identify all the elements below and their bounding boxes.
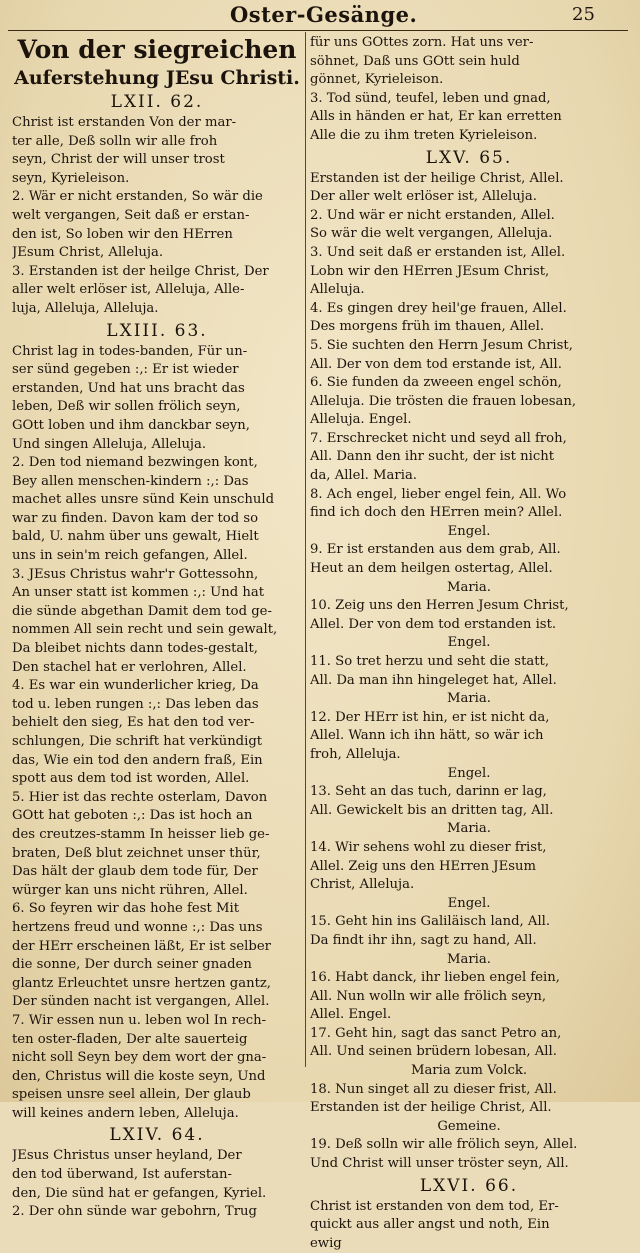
text-line: seyn, Kyrieleison. [12,170,130,186]
page-number: 25 [572,4,595,25]
text-line: den, Die sünd hat er gefangen, Kyriel. [12,1185,267,1201]
text-line: 5. Hier ist das rechte osterlam, Davon [12,789,268,805]
text-line: Alle die zu ihm treten Kyrieleison. [310,127,538,143]
text-line: nicht soll Seyn bey dem wort der gna- [12,1050,267,1066]
text-line: 19. Deß solln wir alle frölich seyn, Allel. [310,1137,578,1153]
text-line: 12. Der HErr ist hin, er ist nicht da, [310,709,550,725]
page-header [0,2,640,30]
text-line: ser sünd gegeben :,: Er ist wieder [12,362,239,378]
text-line: Da findt ihr ihn, sagt zu hand, All. [310,932,537,948]
text-line: da, Allel. Maria. [310,468,417,484]
speaker-label: Gemeine. [437,1118,501,1134]
text-line: die sünde abgethan Damit dem tod ge- [12,603,272,619]
text-line: Alleluja. Engel. [310,412,412,428]
text-line: 3. Tod sünd, teufel, leben und gnad, [310,90,551,106]
text-line: 6. So feyren wir das hohe fest Mit [12,901,240,917]
text-line: glantz Erleuchtet unsre hertzen gantz, [12,975,272,991]
text-line: 2. Der ohn sünde war gebohrn, Trug [12,1204,257,1220]
speaker-label: Engel. [447,895,491,911]
text-line: leben, Deß wir sollen frölich seyn, [12,399,241,415]
text-line: war zu finden. Davon kam der tod so [12,510,259,526]
text-line: Und singen Alleluja, Alleluja. [12,436,207,452]
text-line: froh, Alleluja. [310,746,401,762]
text-line: den ist, So loben wir den HErren [12,226,233,242]
text-line: aller welt erlöser ist, Alleluja, Alle- [12,282,245,298]
text-line: Des morgens früh im thauen, Allel. [310,319,545,335]
hymn-number: LXIV. 64. [109,1125,205,1146]
text-line: behielt den sieg, Es hat den tod ver- [12,715,255,731]
text-line: würger kan uns nicht rühren, Allel. [12,882,248,898]
header-rule [8,30,628,31]
text-line: 2. Den tod niemand bezwingen kont, [12,455,258,471]
text-line: seyn, Christ der will unser trost [12,152,225,168]
text-line: Der aller welt erlöser ist, Alleluja. [310,189,537,205]
text-line: speisen unsre seel allein, Der glaub [12,1087,251,1103]
speaker-label: Maria. [447,951,491,967]
text-line: Heut an dem heilgen ostertag, Allel. [310,561,553,577]
text-line: GOtt loben und ihm danckbar seyn, [12,417,250,433]
text-line: Erstanden ist der heilige Christ, All. [310,1100,552,1116]
text-line: Christ ist erstanden Von der mar- [12,115,237,130]
text-line: 15. Geht hin ins Galiläisch land, All. [310,914,551,930]
text-line: Und Christ will unser tröster seyn, All. [310,1156,569,1172]
text-line: Christ ist erstanden von dem tod, Er- [310,1198,559,1214]
speaker-label: Engel. [447,765,491,781]
text-line: Erstanden ist der heilige Christ, Allel. [310,170,564,186]
hymn-number: LXIII. 63. [106,320,208,341]
text-line: 2. Wär er nicht erstanden, So wär die [12,189,263,205]
text-line: den, Christus will die koste seyn, Und [12,1068,266,1084]
speaker-label: Engel. [447,635,491,651]
text-line: 5. Sie suchten den Herrn Jesum Christ, [310,337,573,353]
text-line: luja, Alleluja, Alleluja. [12,300,159,316]
text-line: All. Gewickelt bis an dritten tag, All. [310,802,554,818]
hymn-number: LXII. 62. [110,92,204,112]
text-line: Allel. Der von dem tod erstanden ist. [310,616,557,632]
text-line: gönnet, Kyrieleison. [310,72,444,88]
text-line: 17. Geht hin, sagt das sanct Petro an, [310,1025,562,1041]
text-line: 14. Wir sehens wohl zu dieser frist, [310,839,547,855]
text-line: braten, Deß blut zeichnet unser thür, [12,845,261,861]
speaker-label: Maria. [447,579,491,595]
speaker-label: Maria zum Volck. [410,1063,528,1079]
text-line: 8. Ach engel, lieber engel fein, All. Wo [310,486,567,502]
text-line: die sonne, Der durch seiner gnaden [12,957,252,973]
text-line: 3. Und seit daß er erstanden ist, Allel. [310,244,566,260]
text-line: schlungen, Die schrift hat verkündigt [12,734,263,749]
text-line: JEsum Christ, Alleluja. [12,245,164,261]
text-line: erstanden, Und hat uns bracht das [12,380,245,396]
running-head: Oster-Gesänge. [230,2,418,27]
text-line: 7. Wir essen nun u. leben wol In rech- [12,1012,267,1028]
text-line: Lobn wir den HErren JEsum Christ, [310,263,550,279]
speaker-label: Engel. [447,523,491,539]
text-line: All. Und seinen brüdern lobesan, All. [310,1044,557,1060]
text-line: welt vergangen, Seit daß er erstan- [12,207,250,223]
section-title: Von der siegreichen [17,35,297,64]
text-line: Alls in händen er hat, Er kan erretten [310,109,562,125]
text-line: uns in sein'm reich gefangen, Allel. [12,548,248,564]
text-line: 6. Sie funden da zweeen engel schön, [310,375,562,391]
text-line: Alleluja. Die trösten die frauen lobesan, [310,393,577,409]
text-line: ten oster-fladen, Der alte sauerteig [12,1031,248,1047]
hymn-number: LXV. 65. [425,147,513,168]
text-line: ter alle, Deß solln wir alle froh [12,133,218,149]
section-title: Auferstehung JEsu Christi. [14,67,300,89]
text-line: Den stachel hat er verlohren, Allel. [12,659,247,675]
text-line: das, Wie ein tod den andern fraß, Ein [12,752,263,768]
text-line: spott aus dem tod ist worden, Allel. [12,771,250,787]
text-line: des creutzes-stamm In heisser lieb ge- [12,826,270,842]
text-line: JEsus Christus unser heyland, Der [12,1148,242,1164]
text-line: hertzens freud und wonne :,: Das uns [12,919,263,935]
text-line: Da bleibet nichts dann todes-gestalt, [12,641,258,657]
text-line: 7. Erschrecket nicht und seyd all froh, [310,430,567,446]
text-line: All. Da man ihn hingeleget hat, Allel. [310,672,557,688]
text-line: nommen All sein recht und sein gewalt, [12,622,278,638]
text-line: All. Nun wolln wir alle frölich seyn, [310,988,547,1004]
text-line: Allel. Engel. [310,1007,392,1023]
left-column [12,34,302,1222]
text-line: All. Dann den ihr sucht, der ist nicht [310,449,555,465]
text-line: An unser statt ist kommen :,: Und hat [12,585,265,601]
text-line: 3. Erstanden ist der heilge Christ, Der [12,263,269,279]
text-line: Allel. Zeig uns den HErren JEsum [310,858,536,874]
text-line: 11. So tret herzu und seht die statt, [310,654,550,669]
text-line: den tod überwand, Ist auferstan- [12,1167,233,1183]
text-line: bald, U. nahm über uns gewalt, Hielt [12,529,259,545]
text-line: Christ lag in todes-banden, Für un- [12,343,248,359]
text-line: 18. Nun singet all zu dieser frist, All. [310,1081,557,1097]
text-line: Der sünden nacht ist vergangen, Allel. [12,994,270,1010]
text-line: 13. Seht an das tuch, darinn er lag, [310,784,547,800]
text-line: Bey allen menschen-kindern :,: Das [12,473,249,489]
text-line: find ich doch den HErren mein? Allel. [310,505,563,521]
text-line: Allel. Wann ich ihn hätt, so wär ich [310,728,544,744]
text-line: 4. Es gingen drey heil'ge frauen, Allel. [310,300,567,316]
text-line: will keines andern leben, Alleluja. [12,1105,239,1121]
text-line: Alleluja. [310,282,365,298]
speaker-label: Maria. [447,821,491,837]
right-column [310,34,628,1253]
text-line: 16. Habt danck, ihr lieben engel fein, [310,970,560,986]
text-line: tod u. leben rungen :,: Das leben das [12,696,259,712]
text-line: So wär die welt vergangen, Alleluja. [310,226,553,242]
speaker-label: Maria. [447,691,491,707]
text-line: ewig [310,1235,342,1251]
text-line: 4. Es war ein wunderlicher krieg, Da [12,678,259,694]
text-line: All. Der von dem tod erstande ist, All. [310,356,562,372]
text-line: söhnet, Daß uns GOtt sein huld [310,53,520,69]
text-line: Christ, Alleluja. [310,877,415,893]
text-line: 9. Er ist erstanden aus dem grab, All. [310,542,561,558]
text-line: der HErr erscheinen läßt, Er ist selber [12,938,271,954]
text-line: machet alles unsre sünd Kein unschuld [12,492,275,508]
text-line: quickt aus aller angst und noth, Ein [310,1217,550,1233]
text-line: Das hält der glaub dem tode für, Der [12,864,258,880]
text-line: 10. Zeig uns den Herren Jesum Christ, [310,598,569,614]
text-line: für uns GOttes zorn. Hat uns ver- [310,35,534,50]
column-divider [305,32,306,1067]
hymn-number: LXVI. 66. [419,1175,519,1196]
text-line: 3. JEsus Christus wahr'r Gottessohn, [12,566,259,582]
text-line: 2. Und wär er nicht erstanden, Allel. [310,207,555,223]
text-line: GOtt hat geboten :,: Das ist hoch an [12,808,253,824]
